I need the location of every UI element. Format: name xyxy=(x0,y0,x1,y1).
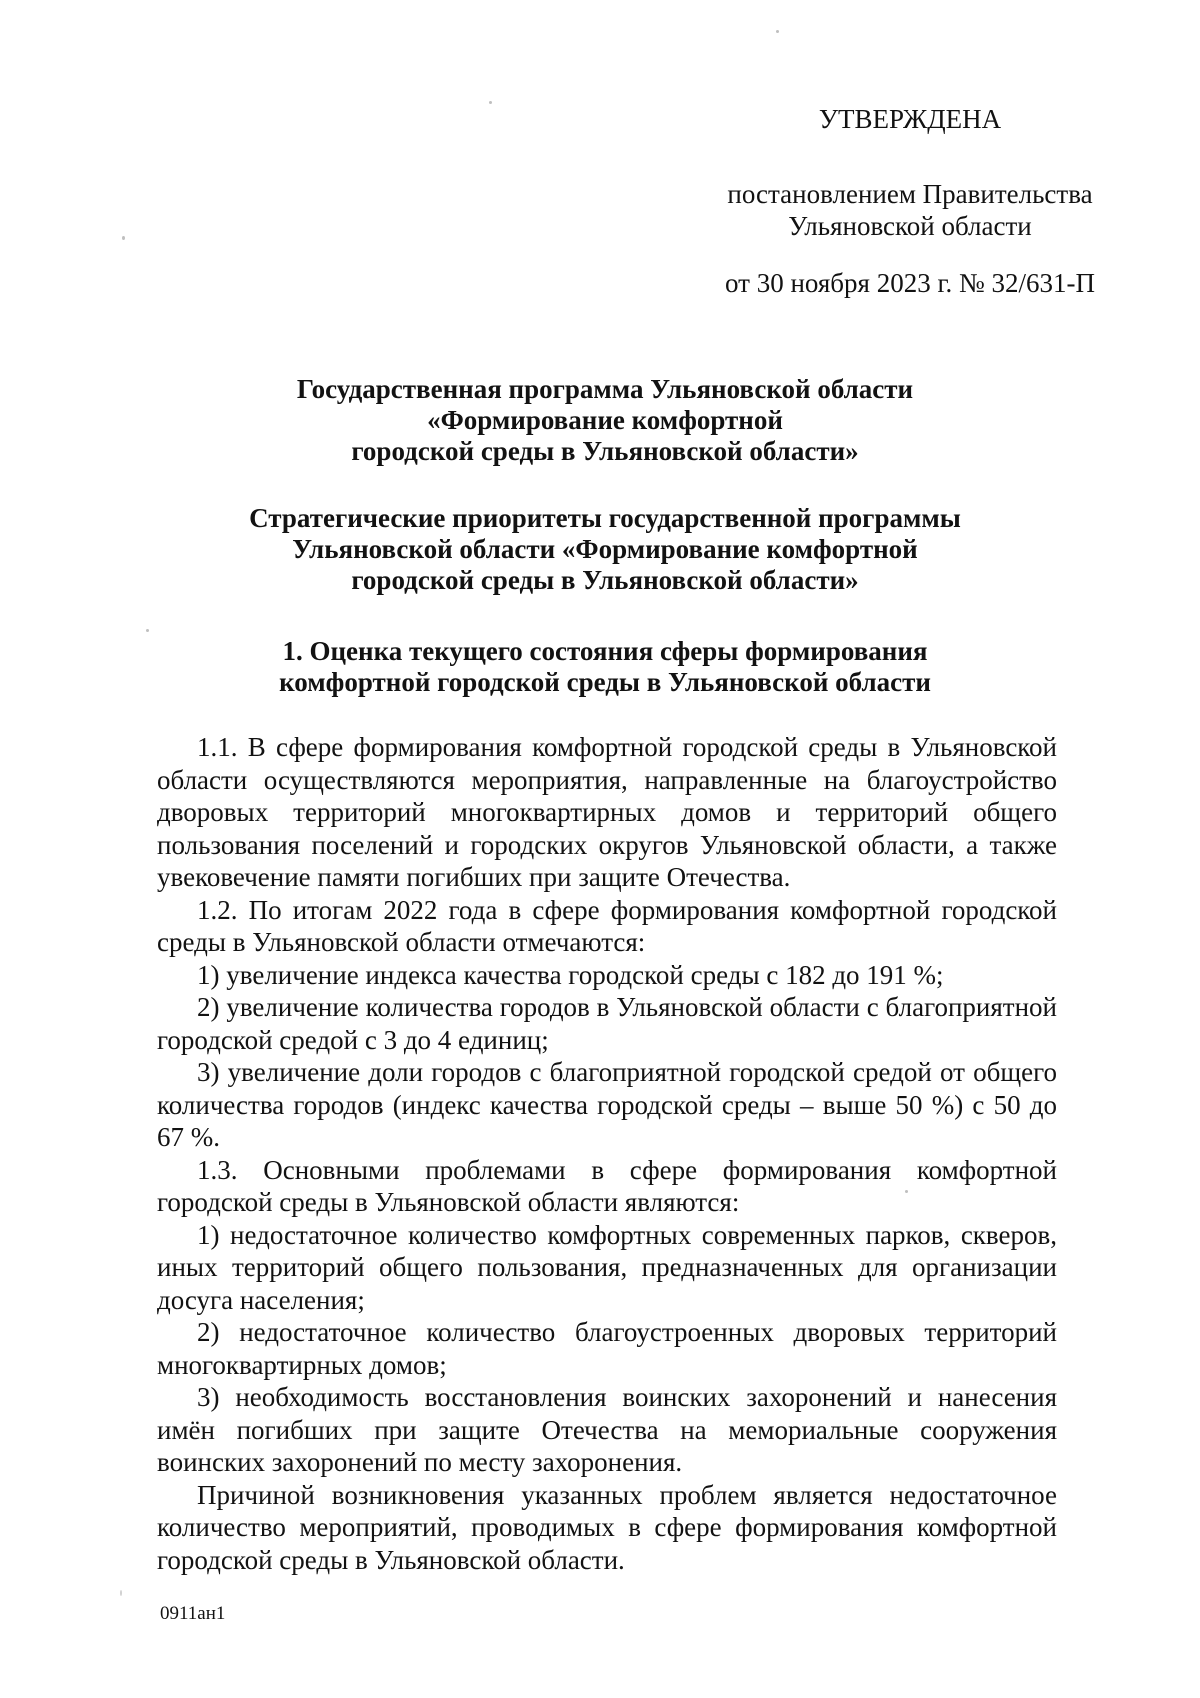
program-subtitle xyxy=(150,503,1060,596)
section-1-heading-line: комфортной городской среды в Ульяновской области xyxy=(279,667,931,697)
approval-status: УТВЕРЖДЕНА xyxy=(818,104,1002,134)
footer-code: 0911ан1 xyxy=(160,1603,226,1624)
approval-authority-line-1: постановлением Правительства xyxy=(727,179,1093,209)
title-area xyxy=(150,374,1060,698)
scan-speckle xyxy=(120,1590,122,1596)
approval-authority-line-2: Ульяновской области xyxy=(788,211,1032,241)
approval-block xyxy=(700,103,1120,299)
program-title-line: городской среды в Ульяновской области» xyxy=(351,436,859,466)
section-1-heading-line: 1. Оценка текущего состояния сферы формирования xyxy=(282,636,928,666)
paragraph-1-1: 1.1. В сфере формирования комфортной городской среды в Ульяновской области осуществляются мероприятия, направленные на благоустройство дворовых территорий многоквартирных домов и территорий общего пользования поселений и городских округов Ульяновской области, а также увековечение памяти погибших при защите Отечества. xyxy=(157,732,1057,892)
list-item: 3) увеличение доли городов с благоприятной городской средой от общего количества городов (индекс качества городской среды – выше 50 %) с 50 до 67 %. xyxy=(157,1057,1057,1152)
list-item: 2) увеличение количества городов в Ульяновской области с благоприятной городской средой с 3 до 4 единиц; xyxy=(157,992,1057,1055)
program-subtitle-line: городской среды в Ульяновской области» xyxy=(351,565,859,595)
scan-speckle xyxy=(776,30,779,33)
scan-speckle xyxy=(122,236,125,240)
scan-speckle xyxy=(146,629,149,632)
paragraph-1-3: 1.3. Основными проблемами в сфере формирования комфортной городской среды в Ульяновской области являются: xyxy=(157,1154,1057,1217)
program-subtitle-line: Ульяновской области «Формирование комфортной xyxy=(292,534,918,564)
program-title-line: «Формирование комфортной xyxy=(427,405,783,435)
program-title xyxy=(150,374,1060,467)
list-item: 2) недостаточное количество благоустроенных дворовых территорий многоквартирных домов; xyxy=(157,1317,1057,1380)
list-item: 1) увеличение индекса качества городской среды с 182 до 191 %; xyxy=(197,959,944,990)
section-1-heading xyxy=(150,636,1060,698)
program-title-line: Государственная программа Ульяновской области xyxy=(296,374,914,404)
list-item: 1) недостаточное количество комфортных современных парков, скверов, иных территорий общего пользования, предназначенных для организации досуга населения; xyxy=(157,1219,1057,1315)
approval-date-number: от 30 ноября 2023 г. № 32/631-П xyxy=(725,268,1095,298)
document-body xyxy=(157,731,1057,1576)
paragraph-1-2: 1.2. По итогам 2022 года в сфере формирования комфортной городской среды в Ульяновской области отмечаются: xyxy=(157,894,1057,957)
program-subtitle-line: Стратегические приоритеты государственной программы xyxy=(249,503,961,533)
list-item: 3) необходимость восстановления воинских захоронений и нанесения имён погибших при защите Отечества на мемориальные сооружения воинских захоронений по месту захоронения. xyxy=(157,1382,1057,1477)
paragraph-closing: Причиной возникновения указанных проблем является недостаточное количество мероприятий, проводимых в сфере формирования комфортной городской среды в Ульяновской области. xyxy=(157,1479,1057,1575)
scan-speckle xyxy=(489,101,492,104)
scan-speckle xyxy=(905,1190,908,1193)
